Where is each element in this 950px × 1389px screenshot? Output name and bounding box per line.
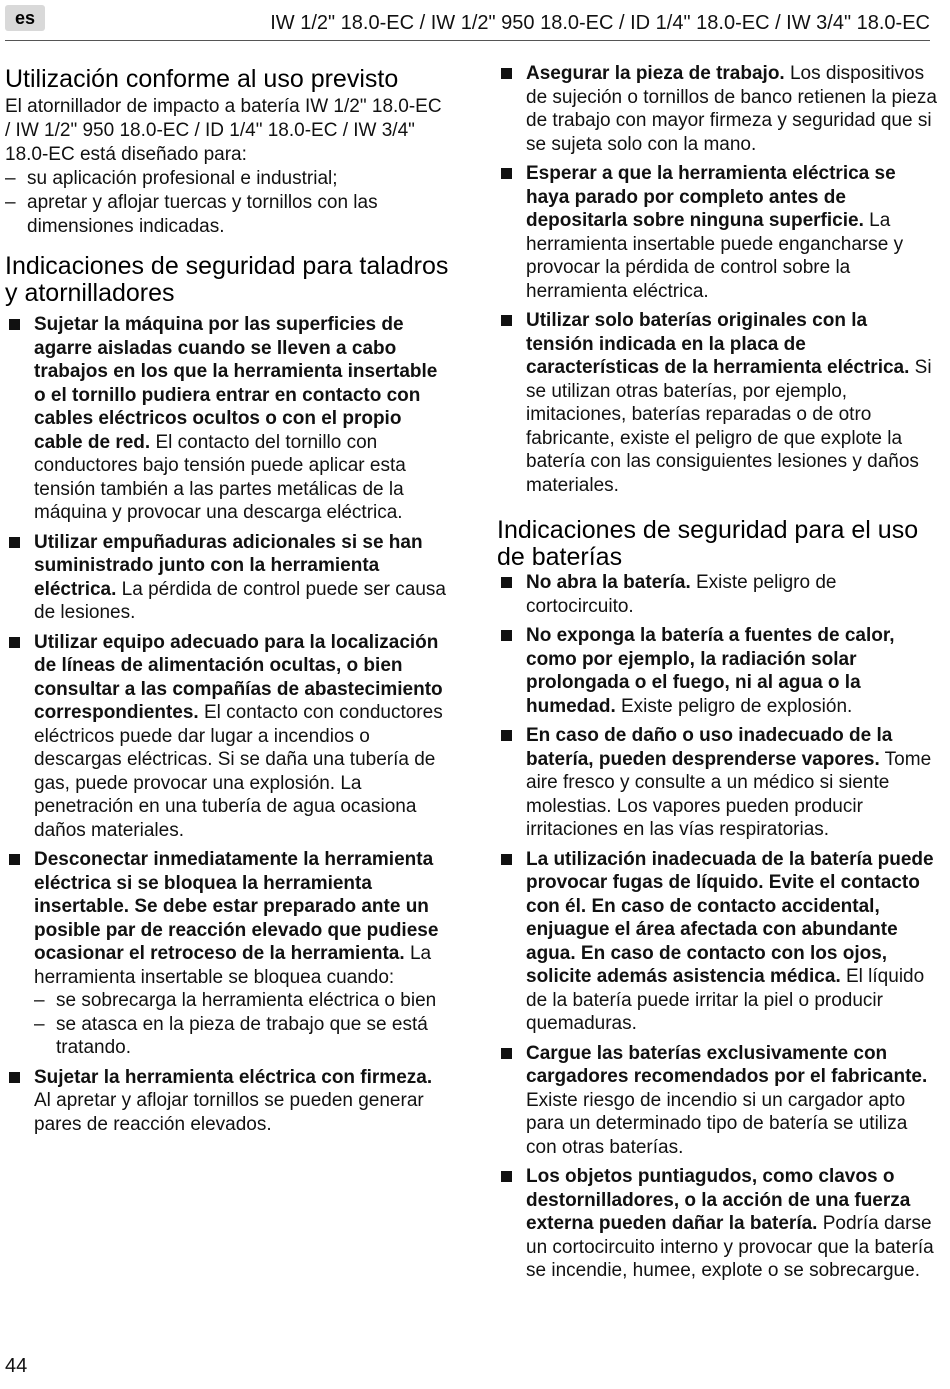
safety-item [5, 1066, 450, 1137]
safety-item-bold: Utilizar empuñaduras adicionales si se han suministrado junto con la herramienta eléctrica. [34, 531, 423, 600]
square-bullet-icon [9, 537, 20, 548]
safety-item-bold: Asegurar la pieza de trabajo. [526, 63, 785, 84]
safety-item-text: Existe riesgo de incendio si un cargador apto para un determinado tipo de batería se utiliza con otras baterías. [526, 1089, 908, 1158]
language-badge: es [5, 5, 45, 31]
safety-item-bold: Los objetos puntiagudos, como clavos o destornilladores, o la acción de una fuerza externa pueden dañar la batería. [526, 1166, 911, 1234]
safety-item [497, 724, 937, 842]
square-bullet-icon [9, 319, 20, 330]
safety-item-bold: Esperar a que la herramienta eléctrica se haya parado por completo antes de depositarla sobre ninguna superficie. [526, 163, 896, 231]
header-divider [5, 40, 930, 41]
list-item: – se sobrecarga la herramienta eléctrica o bien [34, 989, 450, 1013]
safety-item-bold: Desconectar inmediatamente la herramienta eléctrica si se bloquea la herramienta insertable. Se debe estar preparado ante un posible par de reacción elevado que pudiese ocasionar el retroceso de la herramienta. [34, 849, 439, 964]
safety-item [497, 1042, 937, 1160]
battery-safety-list [497, 571, 937, 1283]
blocking-conditions-list [34, 989, 450, 1060]
safety-item-bold: En caso de daño o uso inadecuado de la batería, pueden desprenderse vapores. [526, 725, 893, 770]
header-title: IW 1/2" 18.0-EC / IW 1/2" 950 18.0-EC / ID 1/4" 18.0-EC / IW 3/4" 18.0-EC [270, 12, 930, 34]
square-bullet-icon [501, 68, 512, 79]
right-column [497, 62, 937, 1283]
safety-item-text: Existe peligro de explosión. [615, 695, 853, 717]
intended-use-intro: El atornillador de impacto a batería IW 1/2" 18.0-EC / IW 1/2" 950 18.0-EC / ID 1/4" 18.0-EC / IW 3/4" 18.0-EC está diseñado para: [5, 96, 442, 165]
left-column [5, 62, 450, 1136]
section-heading-drill-safety: Indicaciones de seguridad para taladros y atornilladores [5, 252, 449, 307]
safety-item [497, 571, 937, 618]
safety-item [497, 1165, 937, 1283]
list-item: – apretar y aflojar tuercas y tornillos con las dimensiones indicadas. [5, 191, 450, 239]
section-heading-battery-safety: Indicaciones de seguridad para el uso de baterías [497, 516, 919, 571]
square-bullet-icon [9, 854, 20, 865]
safety-item-text: Existe peligro de cortocircuito. [526, 572, 837, 617]
safety-item-text: Podría darse un cortocircuito interno y provocar que la batería se incendie, humee, explote o se sobrecargue. [526, 1213, 934, 1281]
drill-safety-list-continued [497, 62, 937, 497]
square-bullet-icon [501, 1048, 512, 1059]
safety-item-bold: La utilización inadecuada de la batería puede provocar fugas de líquido. Evite el contacto con él. En caso de contacto accidental, enjuague el área afectada con abundante agua. En caso de contacto con los ojos, solicite además asistencia médica. [526, 848, 934, 987]
safety-item [497, 62, 937, 156]
safety-item-text: La pérdida de control puede ser causa de lesiones. [34, 578, 446, 623]
square-bullet-icon [501, 168, 512, 179]
list-item: – se atasca en la pieza de trabajo que se está tratando. [34, 1013, 450, 1060]
safety-item-text: Los dispositivos de sujeción o tornillos de banco retienen la pieza de trabajo con mayor firmeza y seguridad que si se sujeta solo con la mano. [526, 63, 937, 155]
safety-item-bold: No abra la batería. [526, 572, 691, 593]
safety-item-bold: Utilizar equipo adecuado para la localización de líneas de alimentación ocultas, o bien consultar a las compañías de abastecimiento correspondientes. [34, 631, 443, 723]
safety-item-text: El líquido de la batería puede irritar la piel o producir quemaduras. [526, 966, 925, 1034]
square-bullet-icon [9, 637, 20, 648]
intended-use-list [5, 167, 450, 239]
safety-item [5, 313, 450, 525]
safety-item-bold: Utilizar solo baterías originales con la tensión indicada en la placa de características de la herramienta eléctrica. [526, 310, 910, 378]
safety-item-bold: Sujetar la herramienta eléctrica con firmeza. [34, 1066, 433, 1088]
safety-item-text: La herramienta insertable puede engancharse y provocar la pérdida de control sobre la herramienta eléctrica. [526, 210, 904, 302]
square-bullet-icon [501, 315, 512, 326]
safety-item-bold: No exponga la batería a fuentes de calor, como por ejemplo, la radiación solar prolongada o el fuego, ni al agua o la humedad. [526, 625, 895, 717]
safety-item-bold: Sujetar la máquina por las superficies de agarre aisladas cuando se lleven a cabo trabajos en los que la herramienta insertable o el tornillo pudiera entrar en contacto con cables eléctricos ocultos o con el propio cable de red. [34, 314, 438, 453]
safety-item-text: Al apretar y aflojar tornillos se pueden generar pares de reacción elevados. [34, 1090, 424, 1135]
drill-safety-list [5, 313, 450, 1136]
square-bullet-icon [501, 577, 512, 588]
safety-item-text: La herramienta insertable se bloquea cuando: [34, 943, 432, 988]
safety-item [497, 162, 937, 303]
safety-item-text: El contacto del tornillo con conductores bajo tensión puede aplicar esta tensión también a las partes metálicas de la máquina y provocar una descarga eléctrica. [34, 431, 406, 523]
safety-item-text: El contacto con conductores eléctricos puede dar lugar a incendios o descargas eléctricas. Si se daña una tubería de gas, puede provocar una explosión. La penetración en una tubería de agua ocasiona daños materiales. [34, 702, 443, 841]
safety-item-text: Si se utilizan otras baterías, por ejemplo, imitaciones, baterías reparadas o de otro fabricante, existe el peligro de que explote la batería con las consiguientes lesiones y daños materiales. [526, 357, 932, 496]
square-bullet-icon [501, 630, 512, 641]
safety-item [497, 848, 937, 1036]
square-bullet-icon [501, 854, 512, 865]
square-bullet-icon [501, 730, 512, 741]
safety-item [497, 624, 937, 718]
safety-item [5, 848, 450, 1060]
page-number: 44 [5, 1355, 28, 1377]
safety-item-bold: Cargue las baterías exclusivamente con cargadores recomendados por el fabricante. [526, 1042, 928, 1087]
safety-item-text: Tome aire fresco y consulte a un médico si siente molestias. Los vapores pueden producir irritaciones en las vías respiratorias. [526, 748, 932, 840]
list-item: – su aplicación profesional e industrial; [5, 167, 450, 191]
square-bullet-icon [9, 1072, 20, 1083]
section-heading-intended-use: Utilización conforme al uso previsto [5, 65, 399, 93]
safety-item [5, 531, 450, 625]
safety-item [497, 309, 937, 497]
square-bullet-icon [501, 1171, 512, 1182]
safety-item [5, 631, 450, 843]
